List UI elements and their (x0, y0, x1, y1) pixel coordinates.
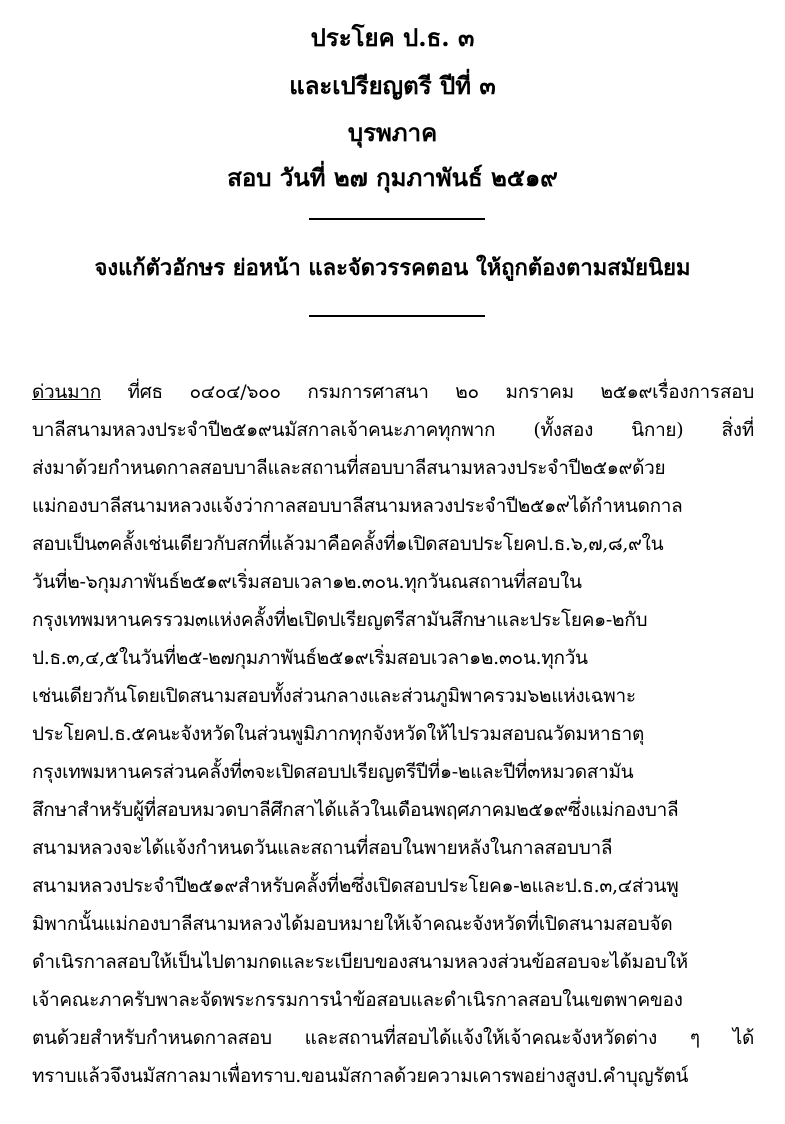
exam-level-title: ประโยค ป.ธ. ๓ (310, 23, 475, 52)
urgent-label: ด่วนมาก (32, 381, 101, 403)
divider-top (309, 218, 485, 220)
passage-line: ดำเนิรกาลสอบให้เป็นไปตามกดและระเบียบของสนามหลวงส่วนข้อสอบจะได้มอบให้ (32, 951, 688, 973)
passage-line: วันที่๒-๖กุมภาพันธ์๒๕๑๙เริ่มสอบเวลา๑๒.๓๐น.ทุกวันณสถานที่สอบใน (32, 571, 582, 593)
passage-line: ป.ธ.๓,๔,๕ในวันที่๒๕-๒๗กุมภาพันธ์๒๕๑๙เริ่มสอบเวลา๑๒.๓๐น.ทุกวัน (32, 647, 588, 669)
passage-line: สนามหลวงจะได้แจ้งกำหนดวันและสถานที่สอบในพายหลังในกาลสอบบาลี (32, 837, 613, 859)
exam-grade-title: และเปรียญตรี ปีที่ ๓ (289, 71, 496, 100)
passage-line: สนามหลวงประจำปี๒๕๑๙สำหรับคลั้งที่๒ซึ่งเปิดสอบประโยค๑-๒และป.ธ.๓,๔ส่วนพู (32, 875, 679, 897)
passage-line: บาลีสนามหลวงประจำปี๒๕๑๙นมัสกาลเจ้าคนะภาคทุกพาก (ทั้งสอง นิกาย) สิ่งที่ (32, 419, 754, 441)
passage-line: ประโยคป.ธ.๕คนะจังหวัดในส่วนพูมิภากทุกจังหวัดให้ไปรวมสอบณวัดมหาธาตุ (32, 723, 645, 745)
passage-line: มิพากนั้นแม่กองบาลีสนามหลวงได้มอบหมายให้เจ้าคณะจังหวัดที่เปิดสนามสอบจัด (32, 913, 673, 935)
passage-line: สึกษาสำหรับผู้ที่สอบหมวดบาลีศึกสาได้แล้วในเดือนพฤศภาคม๒๕๑๙ซึ่งแม่กองบาลี (32, 799, 679, 821)
passage-line: เจ้าคณะภาครับพาละจัดพระกรรมการนำข้อสอบและดำเนิรกาลสอบในเขตพาคของ (32, 989, 683, 1011)
exam-date-title: สอบ วันที่ ๒๗ กุมภาพันธ์ ๒๕๑๙ (227, 163, 558, 192)
passage-line: กรุงเทพมหานครส่วนคลั้งที่๓จะเปิดสอบปเรียญตรีปีที่๑-๒และปีที่๓หมวดสามัน (32, 761, 634, 783)
passage-line: เช่นเดียวกันโดยเปิดสนามสอบทั้งส่วนกลางและส่วนภูมิพาครวม๖๒แห่งเฉพาะ (32, 685, 636, 707)
passage-line: ทราบแล้วจึงนมัสกาลมาเพื่อทราบ.ขอนมัสกาลด้วยความเคารพอย่างสูงป.คำบุญรัตน์ (32, 1065, 689, 1087)
passage-line (32, 373, 754, 411)
passage-line: ตนด้วยสำหรับกำหนดกาลสอบ และสถานที่สอบได้แจ้งให้เจ้าคณะจังหวัดต่าง ๆ ได้ (32, 1027, 754, 1049)
divider-bottom (309, 315, 485, 317)
passage-line: แม่กองบาลีสนามหลวงแจ้งว่ากาลสอบบาลีสนามหลวงประจำปี๒๕๑๙ได้กำหนดกาล (32, 495, 683, 517)
exam-section-title: บุรพภาค (347, 118, 438, 147)
exam-instruction: จงแก้ตัวอักษร ย่อหน้า และจัดวรรคตอน ให้ถูกต้องตามสมัยนิยม (94, 255, 691, 281)
passage-line-text: ที่ศธ ๐๔๐๔/๖๐๐ กรมการศาสนา ๒๐ มกราคม ๒๕๑๙เรื่องการสอบ (100, 381, 754, 403)
passage-line: สอบเป็น๓คลั้งเช่นเดียวกับสกที่แล้วมาคือคลั้งที่๑เปิดสอบประโยคป.ธ.๖,๗,๘,๙ใน (32, 533, 664, 555)
passage-line: ส่งมาด้วยกำหนดกาลสอบบาลีและสถานที่สอบบาลีสนามหลวงประจำปี๒๕๑๙ด้วย (32, 457, 666, 479)
passage-line: กรุงเทพมหานครรวม๓แห่งคลั้งที่๒เปิดปเรียญตรีสามันสึกษาและประโยค๑-๒กับ (32, 609, 648, 631)
